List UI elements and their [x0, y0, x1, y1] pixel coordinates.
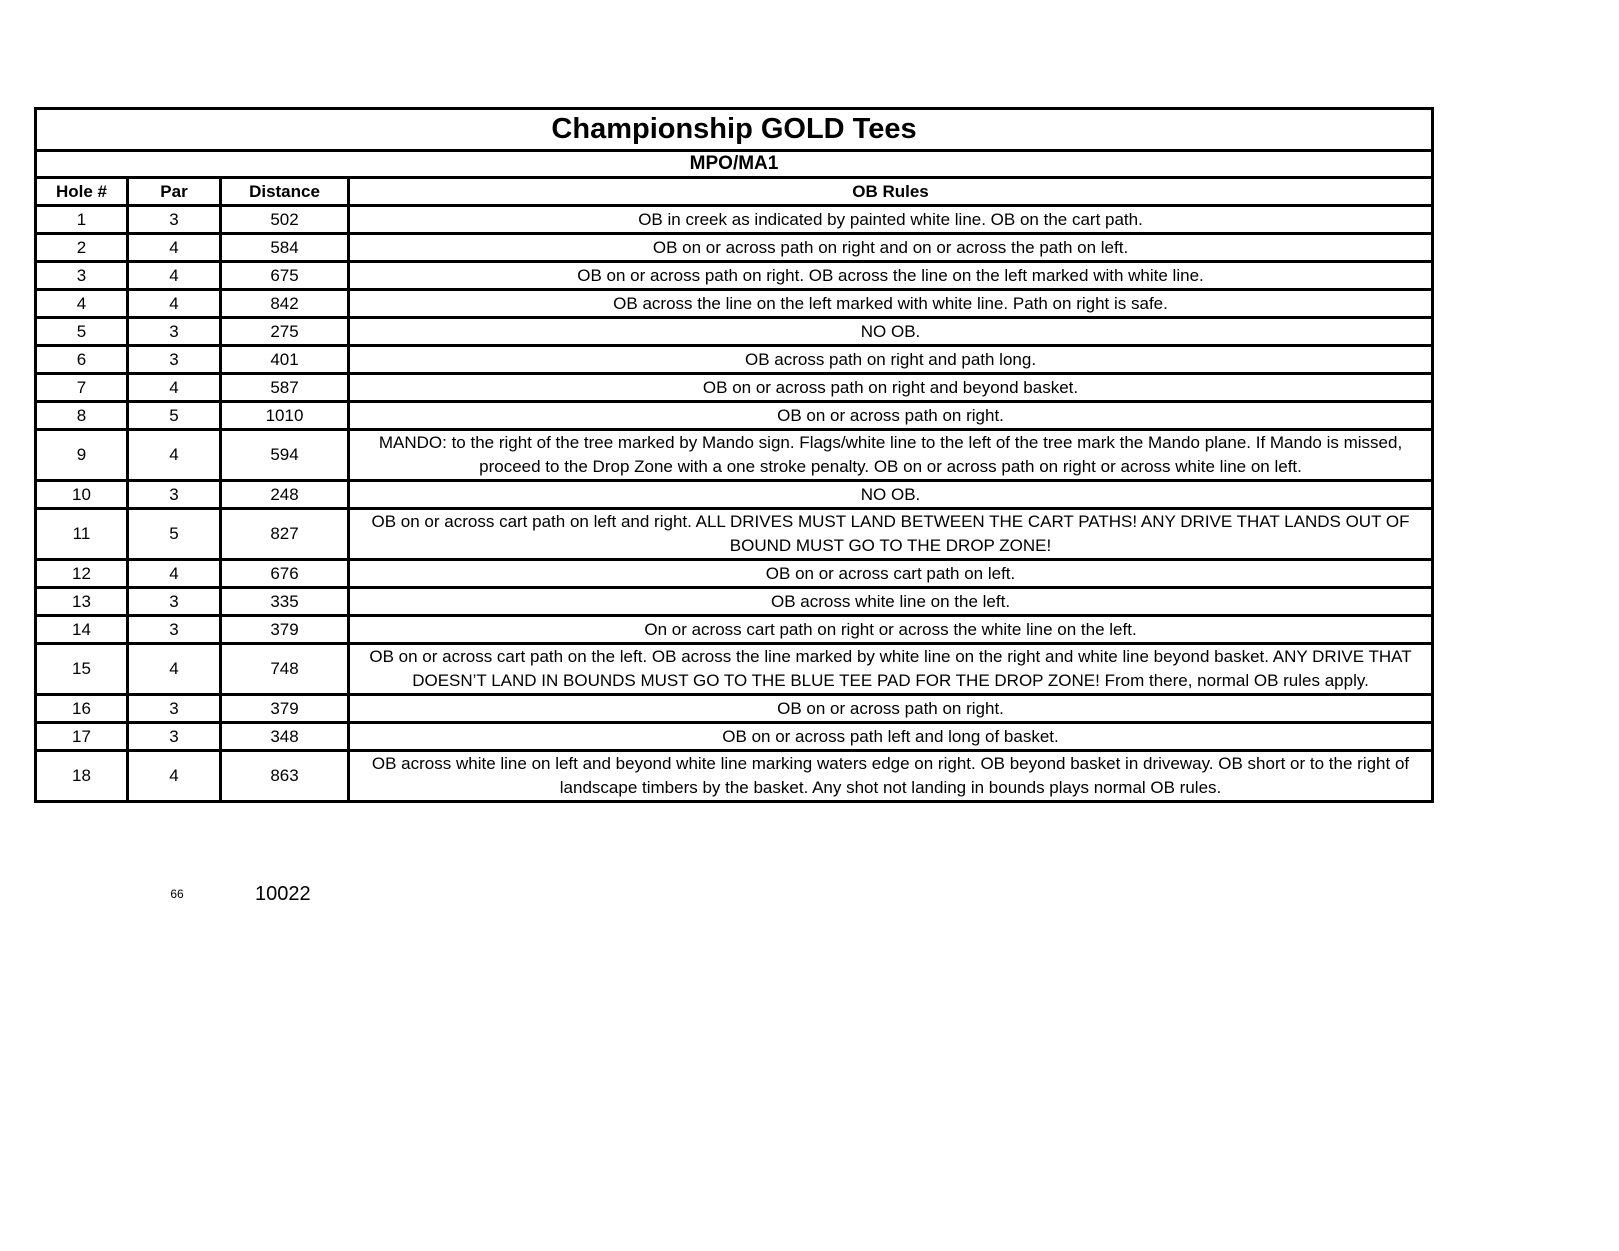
ob-rules-cell: OB on or across path on right.: [349, 695, 1433, 723]
par-cell: 3: [128, 616, 221, 644]
column-header-hole: Hole #: [36, 178, 128, 206]
table-row: [36, 318, 1433, 346]
table-row: [36, 430, 1433, 481]
table-body: [36, 206, 1433, 802]
course-table: [34, 107, 1434, 803]
hole-cell: 13: [36, 588, 128, 616]
header-row: [36, 178, 1433, 206]
ob-rules-cell: OB across white line on left and beyond white line marking waters edge on right. OB beyond basket in driveway. OB short or to the right of landscape timbers by the basket. Any shot not landing in bounds plays normal OB rules.: [349, 751, 1433, 802]
ob-rules-cell: On or across cart path on right or across the white line on the left.: [349, 616, 1433, 644]
ob-rules-cell: OB across white line on the left.: [349, 588, 1433, 616]
total-par: 66: [170, 887, 184, 901]
distance-cell: 676: [221, 560, 349, 588]
hole-cell: 17: [36, 723, 128, 751]
ob-rules-cell: OB on or across path on right. OB across the line on the left marked with white line.: [349, 262, 1433, 290]
column-header-ob-rules: OB Rules: [349, 178, 1433, 206]
hole-cell: 12: [36, 560, 128, 588]
distance-cell: 335: [221, 588, 349, 616]
hole-cell: 15: [36, 644, 128, 695]
ob-rules-cell: OB across path on right and path long.: [349, 346, 1433, 374]
subtitle-row: [36, 151, 1433, 178]
table-row: [36, 588, 1433, 616]
table-subtitle: MPO/MA1: [36, 151, 1433, 178]
par-cell: 3: [128, 346, 221, 374]
distance-cell: 827: [221, 509, 349, 560]
total-distance: 10022: [255, 883, 311, 905]
distance-cell: 1010: [221, 402, 349, 430]
column-header-distance: Distance: [221, 178, 349, 206]
par-cell: 5: [128, 509, 221, 560]
table-row: [36, 644, 1433, 695]
ob-rules-cell: NO OB.: [349, 318, 1433, 346]
distance-cell: 594: [221, 430, 349, 481]
table-row: [36, 290, 1433, 318]
hole-cell: 10: [36, 481, 128, 509]
distance-cell: 379: [221, 616, 349, 644]
par-cell: 5: [128, 402, 221, 430]
column-header-par: Par: [128, 178, 221, 206]
par-cell: 3: [128, 481, 221, 509]
par-cell: 3: [128, 588, 221, 616]
hole-cell: 2: [36, 234, 128, 262]
hole-cell: 8: [36, 402, 128, 430]
table-row: [36, 234, 1433, 262]
par-cell: 4: [128, 644, 221, 695]
table-row: [36, 346, 1433, 374]
par-cell: 4: [128, 751, 221, 802]
distance-cell: 675: [221, 262, 349, 290]
ob-rules-cell: MANDO: to the right of the tree marked by Mando sign. Flags/white line to the left of the tree mark the Mando plane. If Mando is missed, proceed to the Drop Zone with a one stroke penalty. OB on or across path on right or across white line on left.: [349, 430, 1433, 481]
ob-rules-cell: OB in creek as indicated by painted white line. OB on the cart path.: [349, 206, 1433, 234]
table-row: [36, 262, 1433, 290]
ob-rules-cell: OB on or across path on right.: [349, 402, 1433, 430]
ob-rules-cell: OB across the line on the left marked with white line. Path on right is safe.: [349, 290, 1433, 318]
distance-cell: 275: [221, 318, 349, 346]
table-row: [36, 560, 1433, 588]
ob-rules-cell: OB on or across cart path on left and right. ALL DRIVES MUST LAND BETWEEN THE CART PATHS! ANY DRIVE THAT LANDS OUT OF BOUND MUST GO TO THE DROP ZONE!: [349, 509, 1433, 560]
table-row: [36, 751, 1433, 802]
table-row: [36, 723, 1433, 751]
distance-cell: 863: [221, 751, 349, 802]
distance-cell: 502: [221, 206, 349, 234]
hole-cell: 14: [36, 616, 128, 644]
hole-cell: 11: [36, 509, 128, 560]
par-cell: 4: [128, 430, 221, 481]
hole-cell: 3: [36, 262, 128, 290]
table-title: Championship GOLD Tees: [36, 109, 1433, 151]
distance-cell: 842: [221, 290, 349, 318]
hole-cell: 5: [36, 318, 128, 346]
par-cell: 4: [128, 560, 221, 588]
par-cell: 4: [128, 262, 221, 290]
table-row: [36, 695, 1433, 723]
ob-rules-cell: NO OB.: [349, 481, 1433, 509]
distance-cell: 379: [221, 695, 349, 723]
par-cell: 3: [128, 206, 221, 234]
hole-cell: 16: [36, 695, 128, 723]
table-row: [36, 616, 1433, 644]
par-cell: 3: [128, 318, 221, 346]
hole-cell: 7: [36, 374, 128, 402]
ob-rules-cell: OB on or across path on right and beyond basket.: [349, 374, 1433, 402]
distance-cell: 587: [221, 374, 349, 402]
ob-rules-cell: OB on or across cart path on the left. OB across the line marked by white line on the right and white line beyond basket. ANY DRIVE THAT DOESN’T LAND IN BOUNDS MUST GO TO THE BLUE TEE PAD FOR THE DROP ZONE! From there, normal OB rules apply.: [349, 644, 1433, 695]
distance-cell: 401: [221, 346, 349, 374]
table-row: [36, 374, 1433, 402]
par-cell: 4: [128, 290, 221, 318]
par-cell: 4: [128, 374, 221, 402]
ob-rules-cell: OB on or across cart path on left.: [349, 560, 1433, 588]
hole-cell: 18: [36, 751, 128, 802]
table-row: [36, 206, 1433, 234]
hole-cell: 1: [36, 206, 128, 234]
table-row: [36, 402, 1433, 430]
distance-cell: 748: [221, 644, 349, 695]
hole-cell: 6: [36, 346, 128, 374]
ob-rules-cell: OB on or across path on right and on or across the path on left.: [349, 234, 1433, 262]
hole-cell: 4: [36, 290, 128, 318]
title-row: [36, 109, 1433, 151]
distance-cell: 248: [221, 481, 349, 509]
par-cell: 3: [128, 695, 221, 723]
par-cell: 3: [128, 723, 221, 751]
hole-cell: 9: [36, 430, 128, 481]
distance-cell: 584: [221, 234, 349, 262]
ob-rules-cell: OB on or across path left and long of basket.: [349, 723, 1433, 751]
table-row: [36, 509, 1433, 560]
distance-cell: 348: [221, 723, 349, 751]
table-row: [36, 481, 1433, 509]
par-cell: 4: [128, 234, 221, 262]
